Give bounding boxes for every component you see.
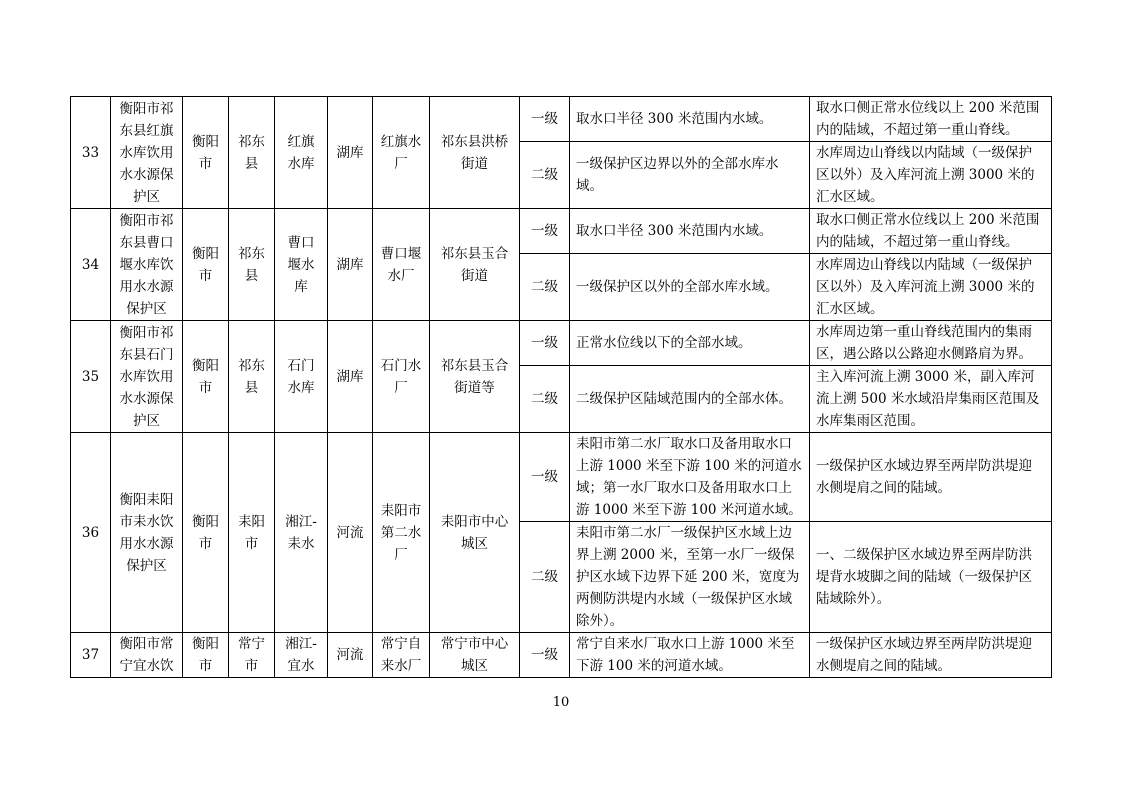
protection-level: 一级 (520, 433, 570, 522)
zone-name: 衡阳市常宁宜水饮 (111, 633, 183, 678)
table-row (71, 97, 1052, 142)
source-type: 湖库 (328, 97, 373, 209)
table-row (71, 209, 1052, 254)
service-area: 耒阳市中心城区 (430, 433, 520, 633)
land-zone-range: 一级保护区水域边界至两岸防洪堤迎水侧堤肩之间的陆域。 (810, 633, 1052, 678)
water-source: 曹口堰水库 (275, 209, 328, 321)
table-row (71, 433, 1052, 522)
zone-name: 衡阳市祁东县曹口堰水库饮用水水源保护区 (111, 209, 183, 321)
water-source: 石门水库 (275, 321, 328, 433)
protection-level: 一级 (520, 633, 570, 678)
city: 衡阳市 (183, 209, 229, 321)
water-plant: 红旗水厂 (373, 97, 430, 209)
water-plant: 曹口堰水厂 (373, 209, 430, 321)
protection-level: 一级 (520, 209, 570, 254)
county: 耒阳市 (229, 433, 275, 633)
row-number: 36 (71, 433, 111, 633)
protection-level: 二级 (520, 522, 570, 633)
service-area: 祁东县玉合街道 (430, 209, 520, 321)
water-plant: 常宁自来水厂 (373, 633, 430, 678)
water-zone-range: 二级保护区陆域范围内的全部水体。 (570, 366, 810, 433)
protection-level: 二级 (520, 366, 570, 433)
water-zone-range: 一级保护区边界以外的全部水库水域。 (570, 142, 810, 209)
land-zone-range: 取水口侧正常水位线以上 200 米范围内的陆域，不超过第一重山脊线。 (810, 209, 1052, 254)
protection-zone-table (70, 96, 1052, 678)
water-zone-range: 耒阳市第二水厂取水口及备用取水口上游 1000 米至下游 100 米的河道水域；第一水厂取水口及备用取水口上游 1000 米至下游 100 米河道水域。 (570, 433, 810, 522)
city: 衡阳市 (183, 97, 229, 209)
county: 祁东县 (229, 97, 275, 209)
land-zone-range: 一、二级保护区水域边界至两岸防洪堤背水坡脚之间的陆域（一级保护区陆域除外）。 (810, 522, 1052, 633)
source-type: 湖库 (328, 209, 373, 321)
zone-name: 衡阳耒阳市耒水饮用水水源保护区 (111, 433, 183, 633)
service-area: 常宁市中心城区 (430, 633, 520, 678)
water-plant: 石门水厂 (373, 321, 430, 433)
water-source: 湘江-宜水 (275, 633, 328, 678)
land-zone-range: 一级保护区水域边界至两岸防洪堤迎水侧堤肩之间的陆域。 (810, 433, 1052, 522)
table-row (71, 321, 1052, 366)
table-row (71, 633, 1052, 678)
water-plant: 耒阳市第二水厂 (373, 433, 430, 633)
land-zone-range: 水库周边山脊线以内陆域（一级保护区以外）及入库河流上溯 3000 米的汇水区域。 (810, 254, 1052, 321)
water-zone-range: 常宁自来水厂取水口上游 1000 米至下游 100 米的河道水域。 (570, 633, 810, 678)
row-number: 35 (71, 321, 111, 433)
county: 祁东县 (229, 209, 275, 321)
protection-level: 一级 (520, 321, 570, 366)
zone-name: 衡阳市祁东县石门水库饮用水水源保护区 (111, 321, 183, 433)
city: 衡阳市 (183, 321, 229, 433)
water-source: 湘江-耒水 (275, 433, 328, 633)
page-number: 10 (552, 695, 570, 710)
land-zone-range: 水库周边山脊线以内陆域（一级保护区以外）及入库河流上溯 3000 米的汇水区域。 (810, 142, 1052, 209)
protection-level: 二级 (520, 142, 570, 209)
protection-level: 二级 (520, 254, 570, 321)
zone-name: 衡阳市祁东县红旗水库饮用水水源保护区 (111, 97, 183, 209)
water-zone-range: 取水口半径 300 米范围内水域。 (570, 209, 810, 254)
land-zone-range: 取水口侧正常水位线以上 200 米范围内的陆域，不超过第一重山脊线。 (810, 97, 1052, 142)
county: 常宁市 (229, 633, 275, 678)
water-zone-range: 正常水位线以下的全部水域。 (570, 321, 810, 366)
water-zone-range: 取水口半径 300 米范围内水域。 (570, 97, 810, 142)
land-zone-range: 主入库河流上溯 3000 米，副入库河流上溯 500 米水域沿岸集雨区范围及水库集雨区范围。 (810, 366, 1052, 433)
city: 衡阳市 (183, 633, 229, 678)
row-number: 37 (71, 633, 111, 678)
service-area: 祁东县玉合街道等 (430, 321, 520, 433)
water-source: 红旗水库 (275, 97, 328, 209)
source-type: 河流 (328, 433, 373, 633)
protection-level: 一级 (520, 97, 570, 142)
source-type: 湖库 (328, 321, 373, 433)
county: 祁东县 (229, 321, 275, 433)
water-zone-range: 一级保护区以外的全部水库水域。 (570, 254, 810, 321)
source-type: 河流 (328, 633, 373, 678)
city: 衡阳市 (183, 433, 229, 633)
water-zone-range: 耒阳市第二水厂一级保护区水域上边界上溯 2000 米，至第一水厂一级保护区水域下边界下延 200 米，宽度为两侧防洪堤内水域（一级保护区水域除外）。 (570, 522, 810, 633)
land-zone-range: 水库周边第一重山脊线范围内的集雨区，遇公路以公路迎水侧路肩为界。 (810, 321, 1052, 366)
row-number: 34 (71, 209, 111, 321)
service-area: 祁东县洪桥街道 (430, 97, 520, 209)
row-number: 33 (71, 97, 111, 209)
